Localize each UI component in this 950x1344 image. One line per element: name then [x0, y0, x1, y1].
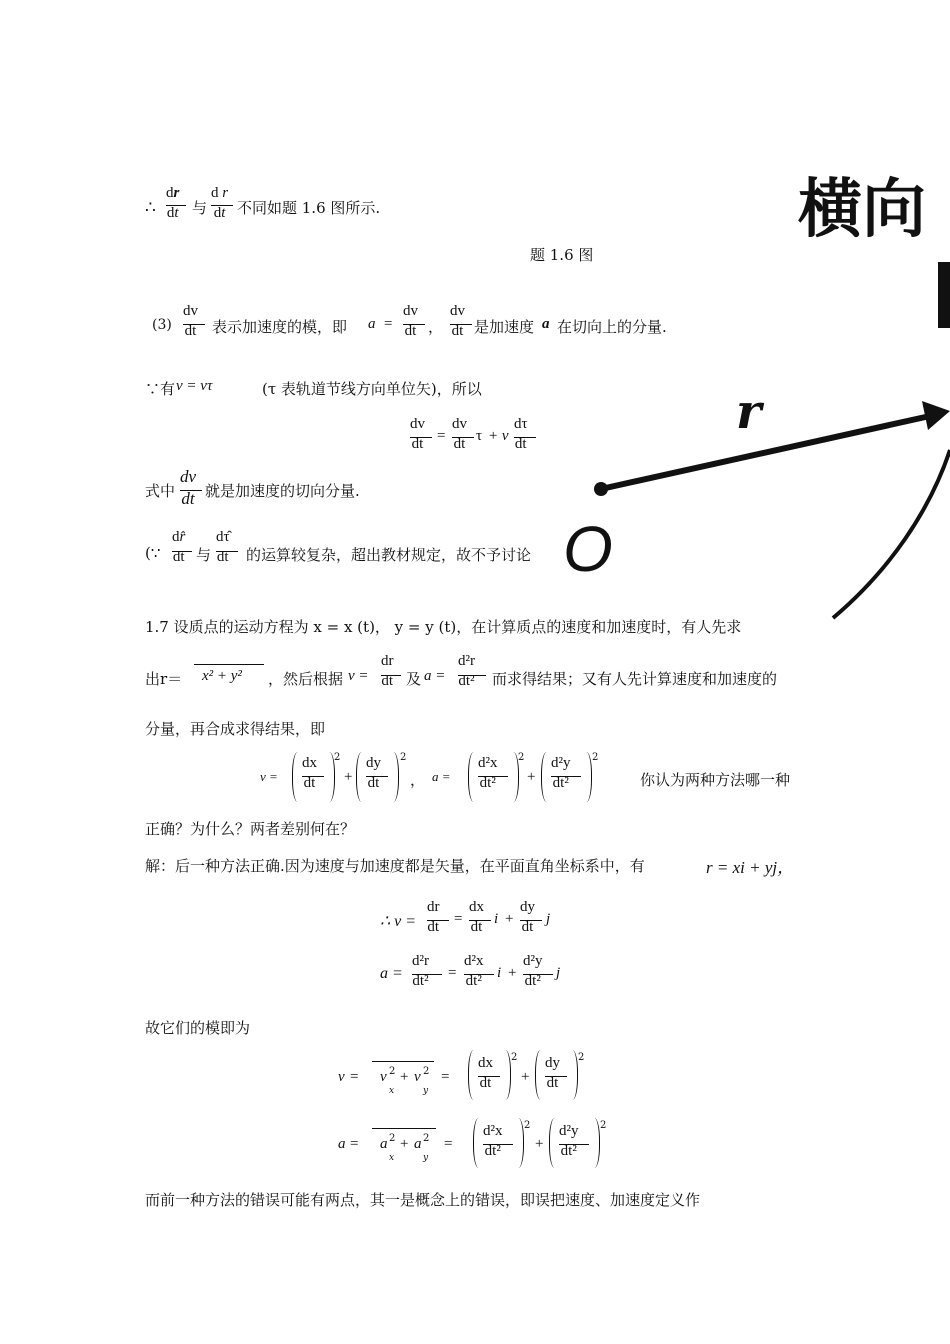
eq-dv-rhs2: dτ dt	[514, 416, 528, 452]
fraction-dv-dt-3: dv dt	[180, 467, 197, 508]
mod-d2y-dt2: d²y dt²	[559, 1123, 579, 1159]
vec-d2r-dt2: d²r dt²	[412, 953, 429, 989]
line1-text: 不同如题 1.6 图所示.	[237, 199, 381, 217]
item3-text3: 在切向上的分量.	[557, 318, 667, 336]
p17-line4-post: 你认为两种方法哪一种	[640, 771, 791, 789]
because2-and: 与	[196, 546, 212, 564]
p17-sqrt: x² + y²	[202, 668, 242, 684]
p17-ji: 及	[406, 670, 422, 688]
origin-dot	[594, 482, 608, 496]
fraction-dv-dt-2: dv dt	[450, 303, 465, 339]
shizhong-pre: 式中	[145, 482, 176, 500]
item3-a-bold: a	[542, 316, 550, 332]
fraction-dy-dt: dy dt	[366, 755, 381, 791]
fraction-dv-vec: dv dt	[403, 303, 418, 339]
p17-line2-pre: 出r＝	[145, 670, 183, 688]
and-text: 与	[192, 199, 208, 217]
therefore-v: ∴ v =	[380, 913, 417, 930]
p17-line2-post: 而求得结果；又有人先计算速度和加速度的	[492, 670, 778, 688]
r-vector-line	[601, 416, 930, 489]
therefore-symbol: ∴	[145, 198, 156, 218]
eq-dv-plus: + v	[488, 428, 509, 444]
vec-dr-dt: dr dt	[427, 899, 440, 935]
eq-dv-lhs: dv dt	[410, 416, 425, 452]
p17-line6-eq: r = xi + yj，	[706, 858, 795, 877]
vec-d2y-dt2: d²y dt²	[523, 953, 543, 989]
eq-dv-eq: =	[437, 428, 446, 444]
eq-dv-tau: τ	[476, 428, 483, 444]
p17-v-eq: v =	[348, 668, 369, 684]
fraction-d2y-dt2: d²y dt²	[551, 755, 571, 791]
shizhong-post: 就是加速度的切向分量.	[205, 482, 360, 500]
mod-dy-dt: dy dt	[545, 1055, 560, 1091]
mod-a: a	[338, 1136, 346, 1152]
fraction-dr-dt: dr dt	[381, 653, 394, 689]
because2-post: 的运算较复杂，超出教材规定，故不予讨论	[246, 546, 532, 564]
fraction-drhat: dr̂ dt	[172, 529, 186, 565]
p17-line3: 分量，再合成求得结果，即	[145, 720, 326, 738]
mod-d2x-dt2: d²x dt²	[483, 1123, 503, 1159]
figure-box-edge	[938, 262, 950, 328]
eq-dv-rhs1: dv dt	[452, 416, 467, 452]
fraction-dx-dt: dx dt	[302, 755, 317, 791]
item3-text2: 是加速度	[474, 318, 535, 336]
gu-text: 故它们的模即为	[145, 1019, 251, 1037]
figure-caption: 题 1.6 图	[530, 246, 594, 264]
fraction-d2x-dt2: d²x dt²	[478, 755, 498, 791]
item3-eq: =	[384, 316, 393, 332]
r-vector-arrowhead	[922, 401, 950, 430]
fraction-dtauhat: dτ̂ dt	[216, 529, 230, 565]
p17-line6: 解：后一种方法正确.因为速度与加速度都是矢量，在平面直角坐标系中，有	[145, 857, 645, 875]
because-text2: (τ 表轨道节线方向单位矢)，所以	[262, 380, 482, 398]
last-line: 而前一种方法的错误可能有两点，其一是概念上的错误，即误把速度、加速度定义作	[145, 1191, 701, 1209]
figure-title: 横向	[798, 173, 926, 247]
fraction-dr: d r dt	[211, 185, 229, 221]
p17-line2-mid: ，然后根据	[268, 670, 344, 688]
vec-d2x-dt2: d²x dt²	[464, 953, 484, 989]
p17-line4-a: a =	[432, 769, 451, 784]
item3-a: a	[368, 316, 376, 332]
mod-dx-dt: dx dt	[478, 1055, 493, 1091]
trajectory-curve	[833, 450, 950, 618]
item3-label: (3)	[152, 317, 172, 333]
fraction-d2r-dt2: d²r dt²	[458, 653, 475, 689]
because2-pre: (∵	[145, 544, 161, 562]
fraction-dv-dt: dv dt	[183, 303, 198, 339]
origin-label: O	[563, 513, 613, 585]
a-eq-vec: a =	[380, 965, 403, 982]
p17-line4-v: v =	[260, 769, 278, 784]
fraction-dr-bold: dr dt	[166, 185, 180, 221]
vec-dx-dt: dx dt	[469, 899, 484, 935]
p17-line1: 1.7 设质点的运动方程为 x = x (t)， y = y (t)，在计算质点的速度和加速度时，有人先求	[145, 618, 742, 636]
mod-v: v	[338, 1069, 345, 1085]
p17-a-eq: a =	[424, 668, 446, 684]
vec-dy-dt: dy dt	[520, 899, 535, 935]
p17-line5: 正确？为什么？两者差别何在？	[145, 820, 356, 838]
r-vector-label: r	[736, 384, 762, 440]
because-eq: v = vτ	[176, 378, 213, 394]
comma-1: ，	[428, 318, 444, 336]
because-text1: ∵有	[145, 380, 176, 398]
item3-text1: 表示加速度的模，即	[212, 318, 348, 336]
